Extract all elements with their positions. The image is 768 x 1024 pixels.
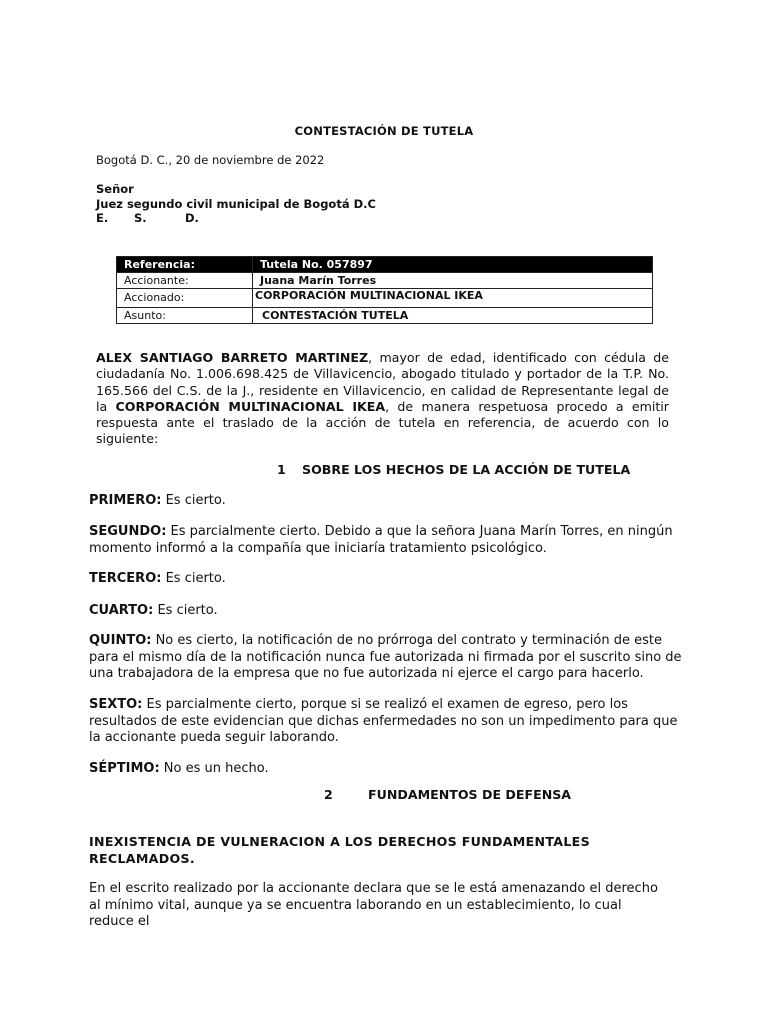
reference-table xyxy=(116,256,653,324)
fact-label: CUARTO: xyxy=(89,603,154,618)
asunto-label: Asunto: xyxy=(117,308,253,324)
intro-paragraph xyxy=(96,350,669,448)
table-row xyxy=(117,308,653,324)
accionado-value: CORPORACIÓN MULTINACIONAL IKEA xyxy=(253,289,653,308)
address-s: S. xyxy=(134,211,147,225)
fact-sexto xyxy=(89,697,689,747)
fact-label: SEXTO: xyxy=(89,697,143,712)
accionante-label: Accionante: xyxy=(117,273,253,289)
fact-label: QUINTO: xyxy=(89,633,152,648)
fact-tercero xyxy=(89,571,689,588)
address-e: E. xyxy=(96,211,109,225)
address-esd xyxy=(96,211,199,225)
fact-segundo xyxy=(89,524,689,557)
ref-label: Referencia: xyxy=(117,257,253,273)
fact-text: No es cierto, la notificación de no prórroga del contrato y terminación de este para el mismo día de la notificación nunca fue autorizada ni firmada por el suscrito sino de una trabajadora de la empresa que no fue autorizada ni ejerce el cargo para hacerlo. xyxy=(89,633,682,681)
fact-cuarto xyxy=(89,603,689,620)
address-d: D. xyxy=(185,211,199,225)
fact-text: Es cierto. xyxy=(161,493,226,508)
fact-label: SEGUNDO: xyxy=(89,524,167,539)
table-row xyxy=(117,257,653,273)
fact-label: PRIMERO: xyxy=(89,493,162,508)
intro-text-2: , de manera respetuosa procedo a emitir respuesta ante el traslado de la acción de tutela en referencia, de acuerdo con lo siguiente: xyxy=(96,398,669,447)
table-row xyxy=(117,289,653,308)
fact-septimo xyxy=(89,761,689,778)
fact-primero xyxy=(89,493,689,510)
defense-subheading: INEXISTENCIA DE VULNERACION A LOS DERECHOS FUNDAMENTALES RECLAMADOS. xyxy=(89,834,590,866)
fact-text: Es parcialmente cierto. Debido a que la señora Juana Marín Torres, en ningún momento informó a la compañía que iniciaría tratamiento psicológico. xyxy=(89,524,673,556)
fact-text: Es parcialmente cierto, porque si se realizó el examen de egreso, pero los resultados de este evidencian que dichas enfermedades no son un impedimento para que la accionante pueda seguir laborando. xyxy=(89,697,678,745)
fact-quinto xyxy=(89,633,689,683)
intro-text-1: , mayor de edad, identificado con cédula de ciudadanía No. 1.006.698.425 de Villavicencio, abogado titulado y portador de la T.P. No. 165.566 del C.S. de la J., residente en Villavicencio, en calidad de Representante legal de la xyxy=(96,350,669,414)
address-salutation: Señor xyxy=(96,182,134,196)
table-row xyxy=(117,273,653,289)
section-2-number: 2 xyxy=(324,787,333,802)
closing-text: En el escrito realizado por la accionante declara que se le está amenazando el derecho al mínimo vital, aunque ya se encuentra laborando en un establecimiento, lo cual reduce el xyxy=(89,881,658,929)
asunto-value: CONTESTACIÓN TUTELA xyxy=(253,308,653,324)
document-title: CONTESTACIÓN DE TUTELA xyxy=(294,124,474,138)
fact-label: TERCERO: xyxy=(89,571,162,586)
fact-label: SÉPTIMO: xyxy=(89,761,160,776)
company-name: CORPORACIÓN MULTINACIONAL IKEA xyxy=(115,398,386,414)
section-1-heading xyxy=(277,462,631,477)
date-line: Bogotá D. C., 20 de noviembre de 2022 xyxy=(96,153,325,167)
address-judge: Juez segundo civil municipal de Bogotá D.C xyxy=(96,197,376,211)
ref-value: Tutela No. 057897 xyxy=(253,257,653,273)
accionado-label: Accionado: xyxy=(117,289,253,308)
fact-text: No es un hecho. xyxy=(159,761,269,776)
section-1-number: 1 xyxy=(277,462,286,477)
fact-text: Es cierto. xyxy=(161,571,226,586)
fact-text: Es cierto. xyxy=(153,603,218,618)
section-2-heading xyxy=(324,787,572,802)
representative-name: ALEX SANTIAGO BARRETO MARTINEZ xyxy=(96,350,369,365)
closing-paragraph xyxy=(89,881,667,931)
accionante-value: Juana Marín Torres xyxy=(253,273,653,289)
section-2-title: FUNDAMENTOS DE DEFENSA xyxy=(368,787,572,802)
section-1-title: SOBRE LOS HECHOS DE LA ACCIÓN DE TUTELA xyxy=(302,462,631,477)
